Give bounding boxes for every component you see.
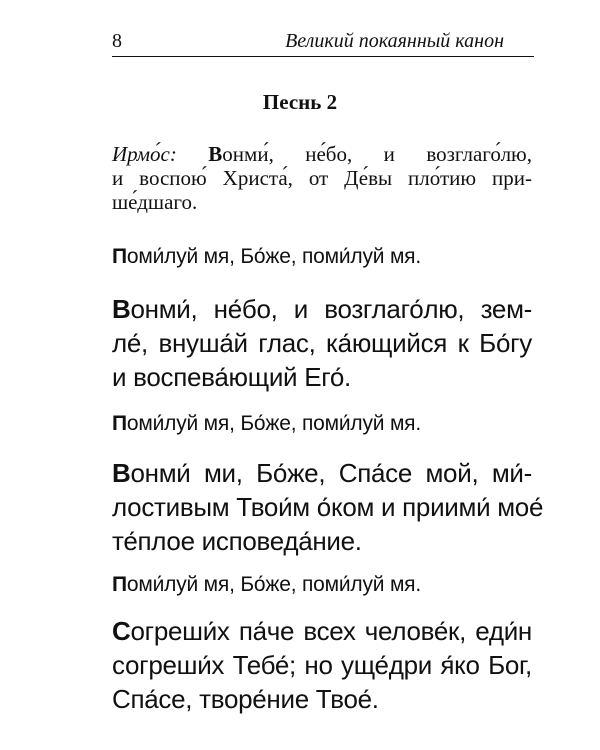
troparion-line-3: Спа́се, творе́ние Твое́. [112,684,379,714]
troparion-line-1 [112,614,532,648]
troparion-line-3: и воспева́ющий Его́. [112,362,351,392]
irmos-initial: В [208,142,223,166]
troparion [112,456,544,558]
refrain-initial: П [112,245,127,268]
troparion-initial: В [112,294,131,324]
irmos-line-3: ше́дшаго. [112,190,198,214]
page-number: 8 [112,30,122,52]
troparion-line-1 [112,456,532,490]
troparion-text-1: онми́, не́бо, и возглаго́лю, зем- [130,294,532,324]
troparion-initial: С [112,616,131,646]
refrain-text: оми́луй мя, Бо́же, поми́луй мя. [126,412,421,435]
troparion-line-3: те́плое исповеда́ние. [112,526,362,556]
troparion-line-1 [112,292,532,326]
irmos-text-1: онми́, не́бо, и возглаго́лю, [222,142,532,166]
song-title: Песнь 2 [262,90,338,114]
refrain [112,245,421,269]
troparion-text-1: онми́ ми, Бо́же, Спа́се мой, ми́- [130,458,532,488]
troparion [112,614,532,716]
running-title: Великий покаянный канон [285,30,504,52]
irmos-label: Ирмо́с: [112,142,177,166]
troparion-initial: В [112,458,131,488]
refrain [112,412,421,436]
irmos-paragraph [112,142,532,214]
refrain [112,573,421,597]
irmos-line-1 [112,142,532,166]
troparion [112,292,532,394]
refrain-text: оми́луй мя, Бо́же, поми́луй мя. [126,245,421,268]
refrain-text: оми́луй мя, Бо́же, поми́луй мя. [126,573,421,596]
refrain-initial: П [112,573,127,596]
page-header [112,26,534,57]
refrain-initial: П [112,412,127,435]
troparion-line-2: согреши́х Тебе́; но уще́дри я́ко Бог, [112,650,532,680]
troparion-line-2: лостивым Твои́м о́ком и приими́ мое́ [112,492,544,522]
troparion-text-1: огреши́х па́че всех челове́к, еди́н [130,616,532,646]
troparion-line-2: ле́, внуша́й глас, ка́ющийся к Бо́гу [112,328,532,358]
irmos-line-2: и воспою́ Христа́, от Де́вы пло́тию при- [112,166,532,190]
